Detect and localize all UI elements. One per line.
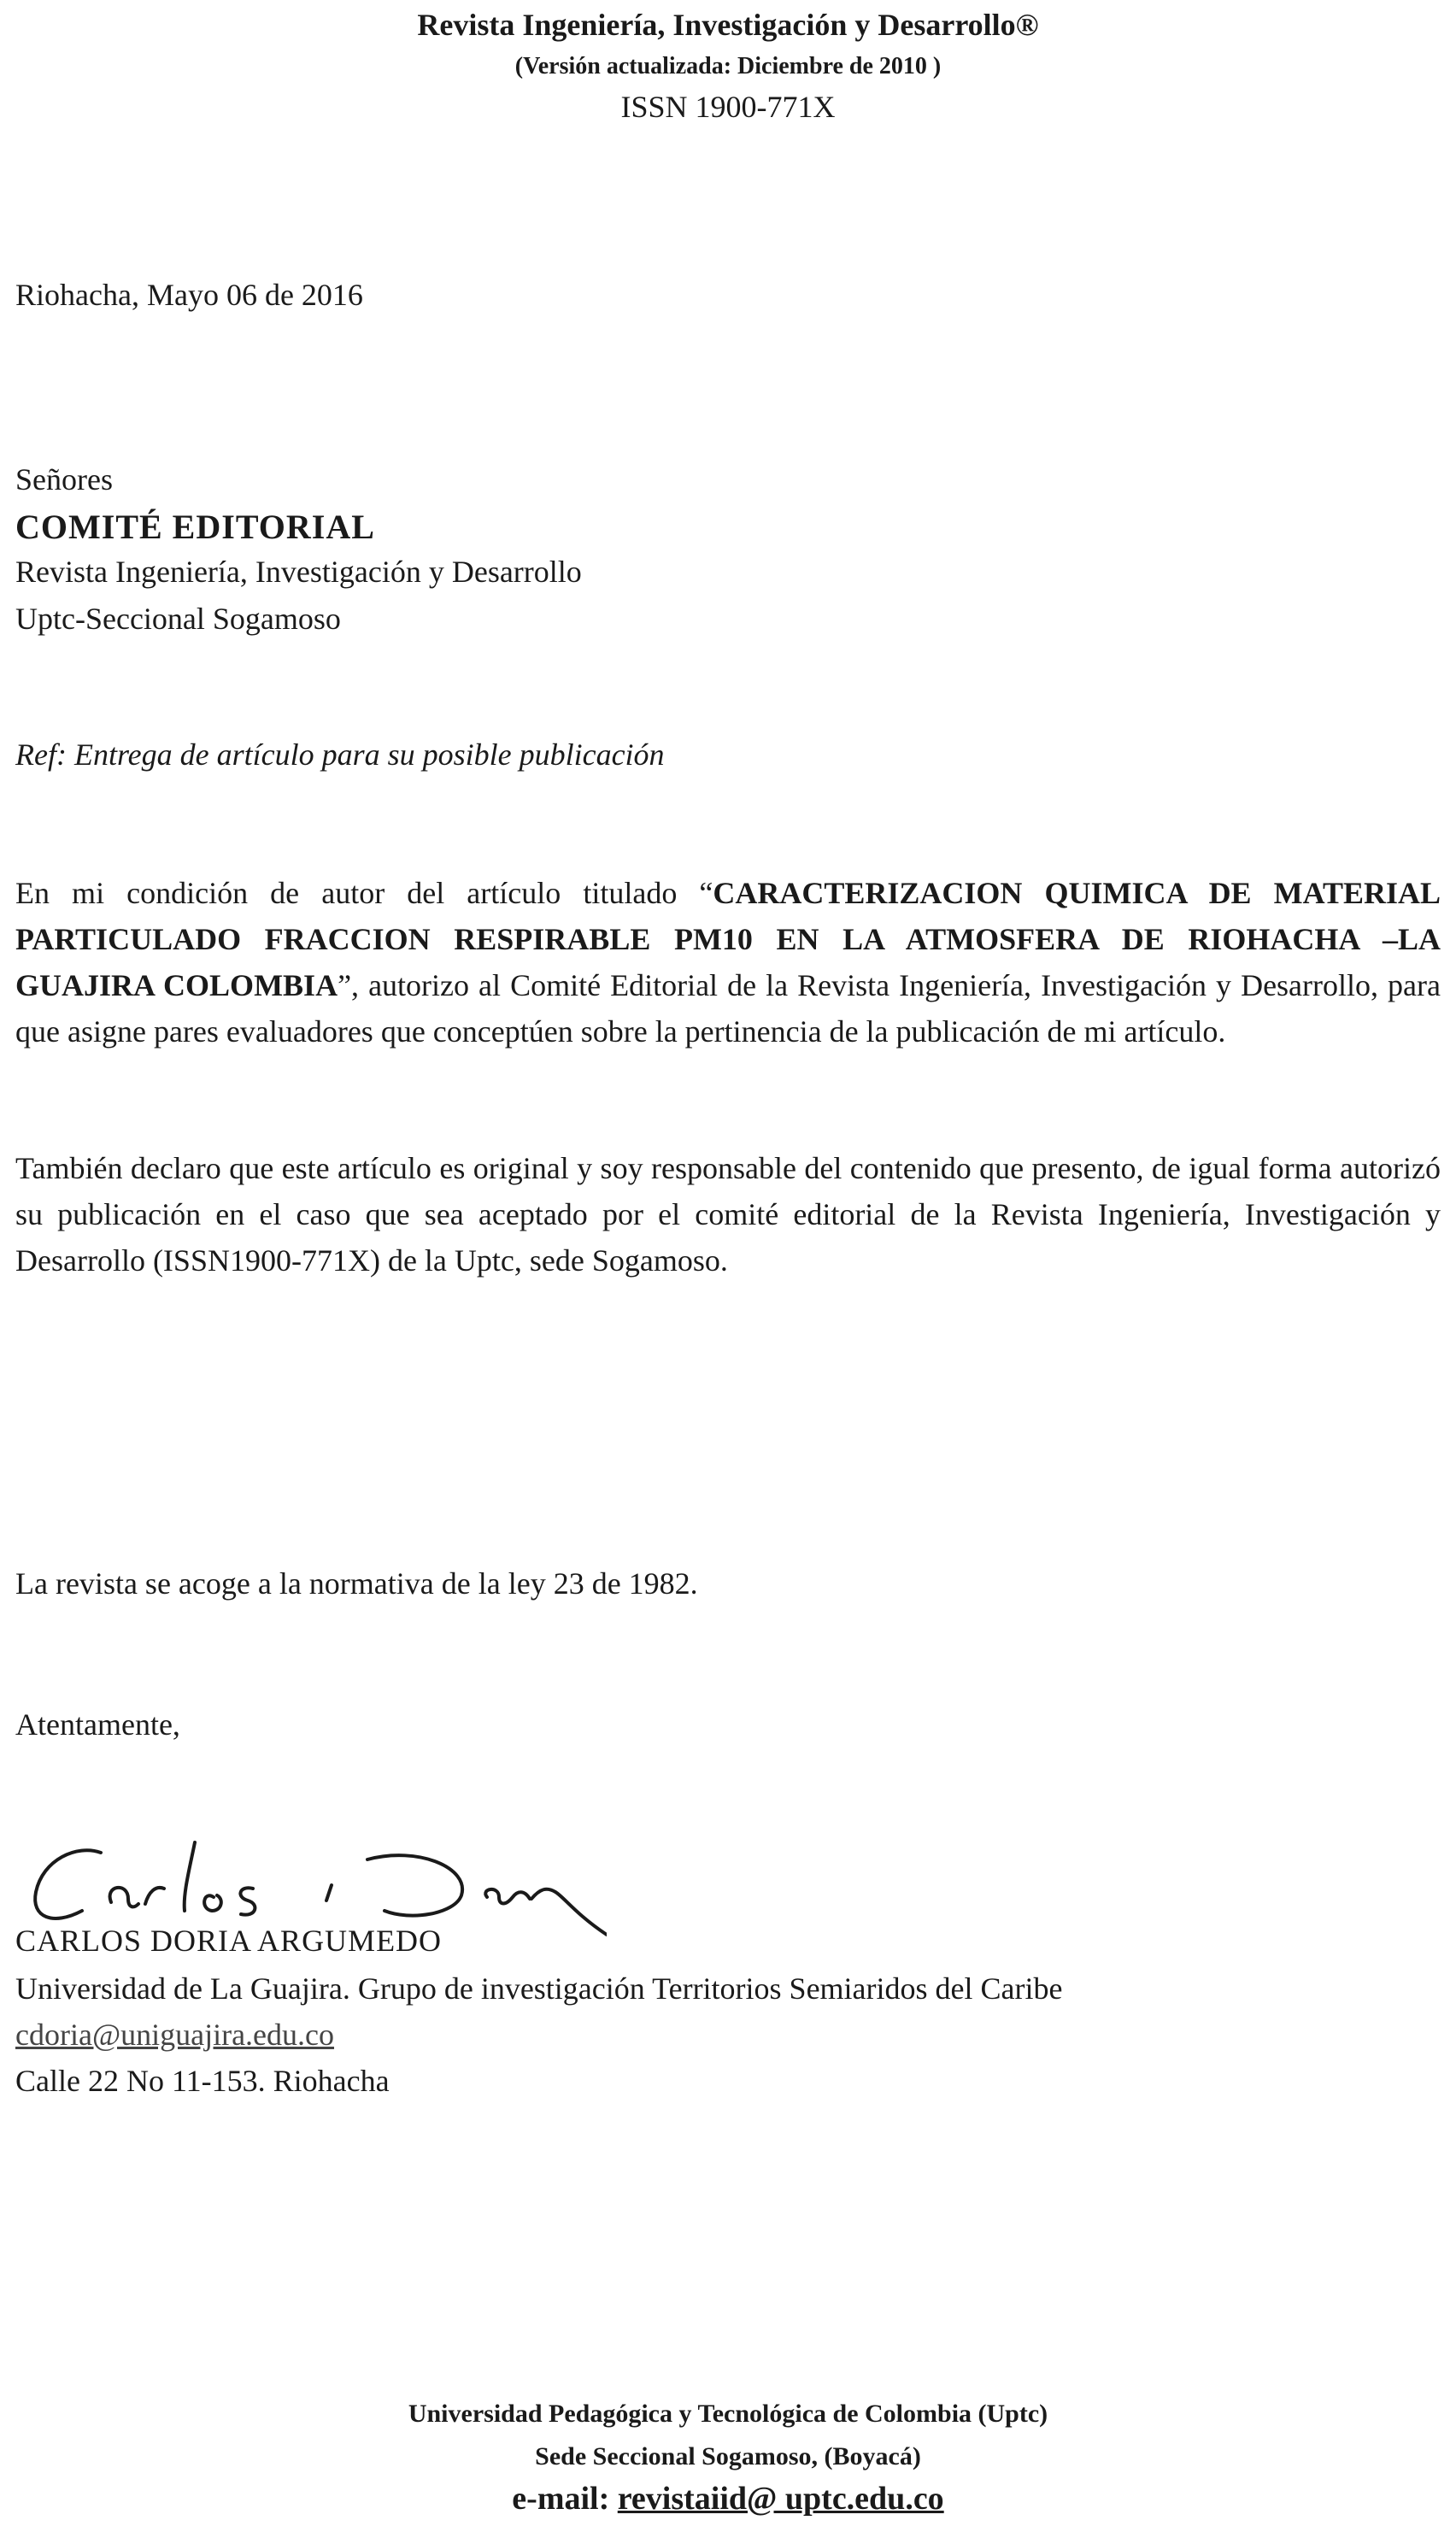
salutation-journal: Revista Ingeniería, Investigación y Desarrollo	[15, 555, 582, 589]
signer-affiliation: Universidad de La Guajira. Grupo de investigación Territorios Semiaridos del Caribe	[15, 1971, 1063, 2006]
salutation-line-1: Señores	[15, 462, 113, 496]
declaration-paragraph: También declaro que este artículo es original y soy responsable del contenido que presento, de igual forma autorizó su publicación en el caso que sea aceptado por el comité editorial de la Revista Ingeniería, Investigación y Desarrollo (ISSN1900-771X) de la Uptc, sede Sogamoso.	[15, 1151, 1441, 1278]
law-note: La revista se acoge a la normativa de la ley 23 de 1982.	[15, 1566, 698, 1601]
signer-address: Calle 22 No 11-153. Riohacha	[15, 2064, 390, 2098]
article-title: CARACTERIZACION QUIMICA DE MATERIAL PARTICULADO FRACCION RESPIRABLE PM10 EN LA ATMOSFERA DE RIOHACHA –LA GUAJIRA COLOMBIA	[15, 876, 1441, 1002]
salutation-committee: COMITÉ EDITORIAL	[15, 508, 375, 546]
authorization-paragraph	[15, 870, 1441, 1055]
closing: Atentamente,	[15, 1707, 180, 1742]
signer-email-link[interactable]: cdoria@uniguajira.edu.co	[15, 2018, 335, 2052]
footer-email-link[interactable]: revistaiid@ uptc.edu.co	[617, 2481, 944, 2517]
footer-campus: Sede Seccional Sogamoso, (Boyacá)	[535, 2442, 921, 2470]
paragraph-lead: En mi condición de autor del artículo titulado “	[15, 876, 713, 910]
reference-line: Ref: Entrega de artículo para su posible publicación	[15, 737, 665, 772]
footer-email-label: e-mail:	[512, 2481, 610, 2517]
journal-version: (Versión actualizada: Diciembre de 2010 )	[514, 53, 942, 79]
footer-email	[0, 2480, 1456, 2517]
journal-title: Revista Ingeniería, Investigación y Desarrollo®	[417, 8, 1039, 42]
letter-date: Riohacha, Mayo 06 de 2016	[15, 278, 363, 312]
signer-name: CARLOS DORIA ARGUMEDO	[15, 1924, 443, 1958]
journal-issn: ISSN 1900-771X	[620, 90, 836, 124]
footer-university: Universidad Pedagógica y Tecnológica de Colombia (Uptc)	[408, 2400, 1048, 2428]
paragraph-rest: ”, autorizo al Comité Editorial de la Revista Ingeniería, Investigación y Desarrollo, para que asigne pares evaluadores que conceptúen sobre la pertinencia de la publicación de mi artículo.	[15, 968, 1441, 1049]
salutation-campus: Uptc-Seccional Sogamoso	[15, 602, 341, 636]
